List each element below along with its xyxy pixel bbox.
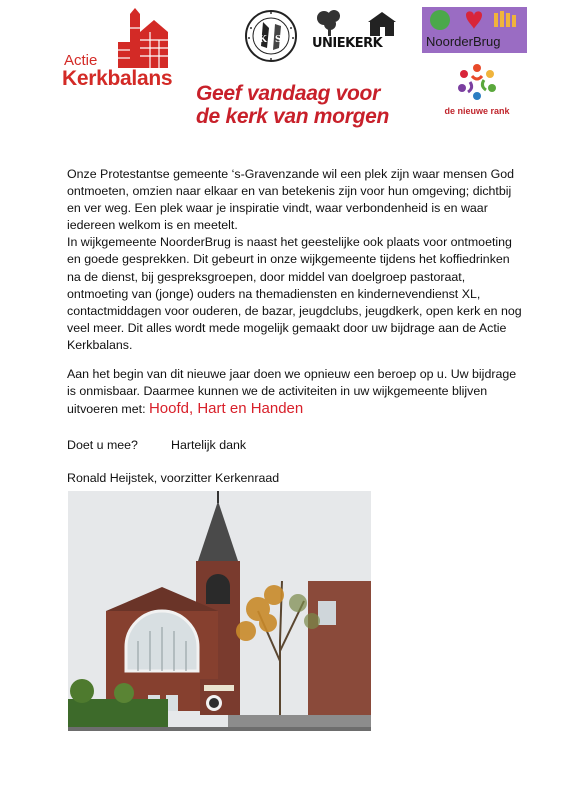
uniekerk-text: UNIEKERK <box>312 36 383 51</box>
nieuwe-rank-logo <box>440 62 514 122</box>
highlight-hoofd: Hoofd <box>148 400 189 418</box>
slogan-line-1: Geef vandaag voor <box>196 82 380 105</box>
signature: Ronald Heijstek, voorzitter Kerkenraad <box>67 471 280 485</box>
slogan-line-2: de kerk van morgen <box>196 105 390 128</box>
highlight-hart-handen: Hart en Handen <box>197 400 304 418</box>
campaign-slogan <box>196 82 389 128</box>
church-seal-icon <box>239 8 303 64</box>
kerkbalans-big-word: Kerkbalans <box>62 67 173 90</box>
closing-line <box>67 438 246 452</box>
heart-hands-icon <box>422 7 527 33</box>
kerkbalans-small-word: Actie <box>64 52 98 69</box>
svg-text:K: K <box>259 35 267 45</box>
closing-question: Doet u mee? <box>67 438 138 452</box>
paragraph-appeal <box>67 366 522 418</box>
highlight-separator: , <box>189 400 198 418</box>
church-photo <box>68 491 371 731</box>
nieuwe-rank-text: de nieuwe rank <box>444 106 510 116</box>
church-seal-logo <box>239 8 303 64</box>
kerkbalans-logo <box>58 8 178 92</box>
uniekerk-logo <box>310 8 405 56</box>
church-bricks-icon <box>114 8 170 68</box>
appeal-text: Aan het begin van dit nieuwe jaar doen we opnieuw een beroep op u. Uw bijdrage is onmisbaar. Daarmee kunnen we de activiteiten in uw wijkgemeente blijven uitvoeren met: <box>67 367 517 417</box>
paragraph-noorderbrug: In wijkgemeente NoorderBrug is naast het geestelijke ook plaats voor ontmoeting en goede gesprekken. Dit gebeurt in onze wijkgemeente tijdens het koffiedrinken na de dienst, bij gespreksgroepen, door middel van doelgroep pastoraat, ontmoeting van (jonge) ouders na themadiensten en kindernevendienst XL, contactmiddagen voor ouderen, de bazar, jeugdclubs, jeugdkerk, open kerk en nog veel meer. Dit alles wordt mede mogelijk gemaakt door uw bijdrage aan de Actie Kerkbalans. <box>67 235 522 352</box>
closing-thanks: Hartelijk dank <box>171 438 247 452</box>
letter-body <box>67 166 522 418</box>
church-illustration <box>68 491 371 731</box>
tree-church-icon <box>310 8 405 38</box>
noorderbrug-text: NoorderBrug <box>426 34 501 49</box>
paragraph-intro: Onze Protestantse gemeente ‘s-Gravenzande wil een plek zijn waar mensen God ontmoeten, omzien naar elkaar en van betekenis zijn voor hun omgeving; dichtbij en ver weg. Een plek waar je inspiratie vindt, waar verbondenheid is en waar iedereen welkom is en meetelt. <box>67 167 514 233</box>
people-circle-icon <box>440 62 514 106</box>
svg-text:S: S <box>275 35 282 45</box>
noorderbrug-logo <box>422 7 527 53</box>
